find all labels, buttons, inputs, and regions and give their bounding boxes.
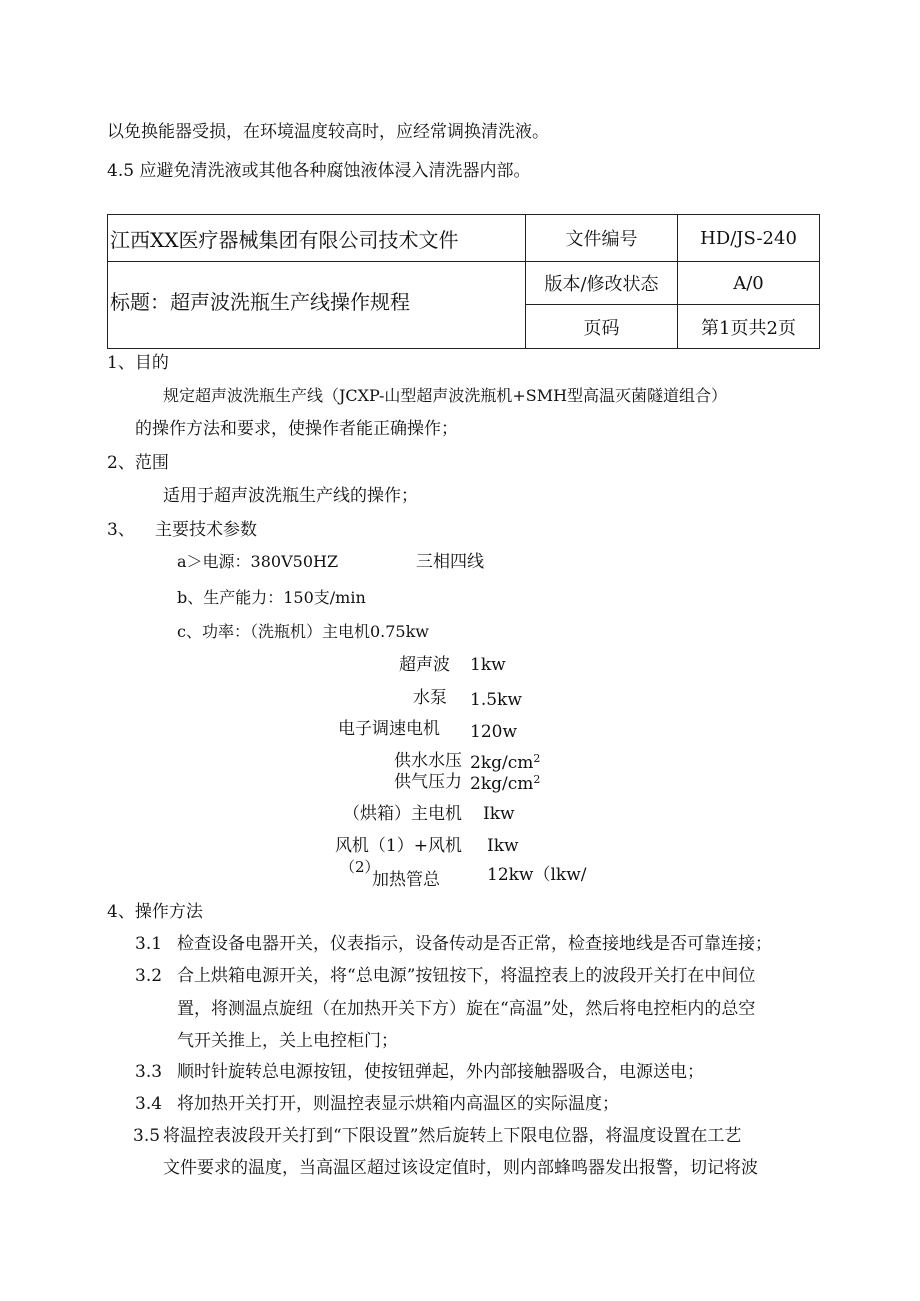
step-number: 3.3 <box>135 1062 163 1082</box>
intro-line-2: 4.5 应避免清洗液或其他各种腐蚀液体浸入清洗器内部。 <box>107 161 531 181</box>
power-supply: a＞电源：380V50HZ <box>177 552 339 571</box>
param-value: 1kw <box>470 655 506 675</box>
section-4-heading: 4、操作方法 <box>107 902 203 922</box>
section-2-line-1: 适用于超声波洗瓶生产线的操作； <box>163 486 418 506</box>
param-value: $2kg/cm^2$ <box>470 773 541 794</box>
param-value: 12kw（lkw/ <box>487 865 587 885</box>
step-text: 顺时针旋转总电源按钮，使按钮弹起，外内部接触器吸合，电源送电； <box>177 1062 704 1082</box>
param-value: Ikw <box>487 836 519 856</box>
step-text: 检查设备电器开关，仪表指示，设备传动是否正常，检查接地线是否可靠连接； <box>177 934 772 954</box>
step-number: 3.1 <box>135 934 163 954</box>
param-label: 供水水压 <box>394 751 462 771</box>
param-value: 1.5kw <box>470 690 522 710</box>
param-label: 加热管总 <box>372 870 440 890</box>
document-title: 标题：超声波洗瓶生产线操作规程 <box>108 262 526 349</box>
clipped-text: （2） <box>340 858 380 876</box>
section-3-number: 3、 <box>107 520 135 540</box>
param-value: $2kg/cm^2$ <box>470 752 541 773</box>
section-3-heading: 主要技术参数 <box>155 520 257 540</box>
doc-no-label: 文件编号 <box>526 215 678 262</box>
param-label: 超声波 <box>399 655 450 675</box>
doc-no: HD/JS-240 <box>678 215 820 262</box>
param-label: 风机（1）+风机 <box>334 836 462 856</box>
company-name: 江西XX医疗器械集团有限公司技术文件 <box>108 215 526 262</box>
param-label: （烘箱）主电机 <box>343 804 462 824</box>
step-number: 3.2 <box>135 966 163 986</box>
param-label: 供气压力 <box>394 772 462 792</box>
section-2-heading: 2、范围 <box>107 453 169 473</box>
power-phase: 三相四线 <box>416 552 484 572</box>
param-label: 电子调速电机 <box>338 719 440 739</box>
step-text: 将加热开关打开，则温控表显示烘箱内高温区的实际温度； <box>177 1094 619 1114</box>
document-header-table <box>107 214 820 349</box>
step-text: 将温控表波段开关打到“下限设置”然后旋转上下限电位器，将温度设置在工艺 <box>163 1126 742 1146</box>
step-text-cont: 文件要求的温度，当高温区超过该设定值时，则内部蜂鸣器发出报警，切记将波 <box>163 1158 758 1178</box>
intro-line-1: 以免换能器受损，在环境温度较高时，应经常调换清洗液。 <box>107 122 549 142</box>
param-label: 水泵 <box>413 688 447 708</box>
step-text: 合上烘箱电源开关，将“总电源”按钮按下，将温控表上的波段开关打在中间位 <box>177 966 756 986</box>
param-value: 120w <box>470 722 517 742</box>
version-label: 版本/修改状态 <box>526 262 678 305</box>
version-value: A/0 <box>678 262 820 305</box>
section-1-line-1: 规定超声波洗瓶生产线（JCXP-山型超声波洗瓶机+SMH型高温灭菌隧道组合） <box>163 386 728 405</box>
step-number: 3.4 <box>135 1094 163 1114</box>
step-number: 3.5 <box>133 1126 161 1146</box>
power-rating: c、功率：（洗瓶机）主电机0.75kw <box>177 622 429 641</box>
section-1-heading: 1、目的 <box>107 353 169 373</box>
capacity: b、生产能力：150支/min <box>177 588 366 607</box>
param-value: Ikw <box>483 804 515 824</box>
page-label: 页码 <box>526 305 678 349</box>
step-text-cont: 气开关推上，关上电控柜门； <box>177 1031 398 1051</box>
page-number: 第1页共2页 <box>678 305 820 349</box>
step-text-cont: 置，将测温点旋纽（在加热开关下方）旋在“高温”处，然后将电控柜内的总空 <box>177 999 756 1019</box>
section-1-line-2: 的操作方法和要求，使操作者能正确操作； <box>135 419 458 439</box>
